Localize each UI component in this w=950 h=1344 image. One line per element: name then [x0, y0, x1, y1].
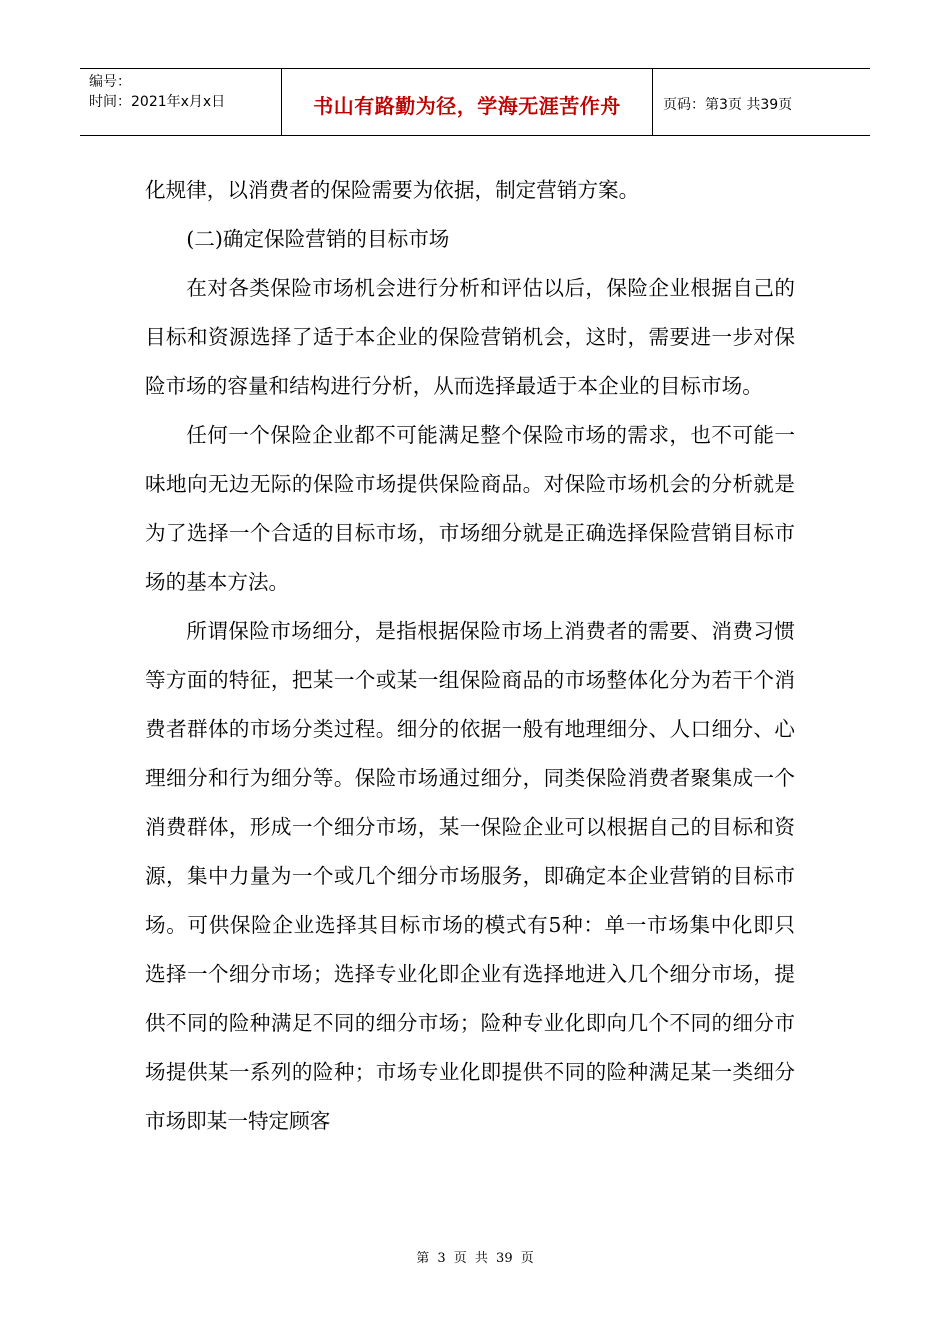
document-body	[145, 166, 795, 1146]
paragraph: 所谓保险市场细分，是指根据保险市场上消费者的需要、消费习惯等方面的特征，把某一个或某一组保险商品的市场整体化分为若干个消费者群体的市场分类过程。细分的依据一般有地理细分、人口细分、心理细分和行为细分等。保险市场通过细分，同类保险消费者聚集成一个消费群体，形成一个细分市场，某一保险企业可以根据自己的目标和资源，集中力量为一个或几个细分市场服务，即确定本企业营销的目标市场。可供保险企业选择其目标市场的模式有5种：单一市场集中化即只选择一个细分市场；选择专业化即企业有选择地进入几个细分市场，提供不同的险种满足不同的细分市场；险种专业化即向几个不同的细分市场提供某一系列的险种；市场专业化即提供不同的险种满足某一类细分市场即某一特定顾客	[145, 619, 795, 1133]
motto-text: 书山有路勤为径，学海无涯苦作舟	[313, 93, 621, 118]
page-footer: 第 3 页 共 39 页	[416, 1251, 534, 1266]
header-motto-cell	[282, 69, 653, 135]
header-page-info: 页码：第3页 共39页	[663, 97, 793, 113]
page-header	[80, 68, 870, 136]
paragraph: 任何一个保险企业都不可能满足整个保险市场的需求，也不可能一味地向无边无际的保险市场提供保险商品。对保险市场机会的分析就是为了选择一个合适的目标市场，市场细分就是正确选择保险营销目标市场的基本方法。	[145, 423, 795, 594]
header-page-cell	[653, 69, 870, 135]
date-text: 时间：2021年x月x日	[89, 94, 226, 110]
header-meta-cell	[80, 69, 282, 135]
paragraph: 在对各类保险市场机会进行分析和评估以后，保险企业根据自己的目标和资源选择了适于本企业的保险营销机会，这时，需要进一步对保险市场的容量和结构进行分析，从而选择最适于本企业的目标市场。	[145, 276, 795, 398]
paragraph-continuation: 化规律，以消费者的保险需要为依据，制定营销方案。	[145, 178, 640, 202]
serial-number-label: 编号：	[89, 74, 131, 90]
section-heading: (二)确定保险营销的目标市场	[186, 227, 450, 251]
